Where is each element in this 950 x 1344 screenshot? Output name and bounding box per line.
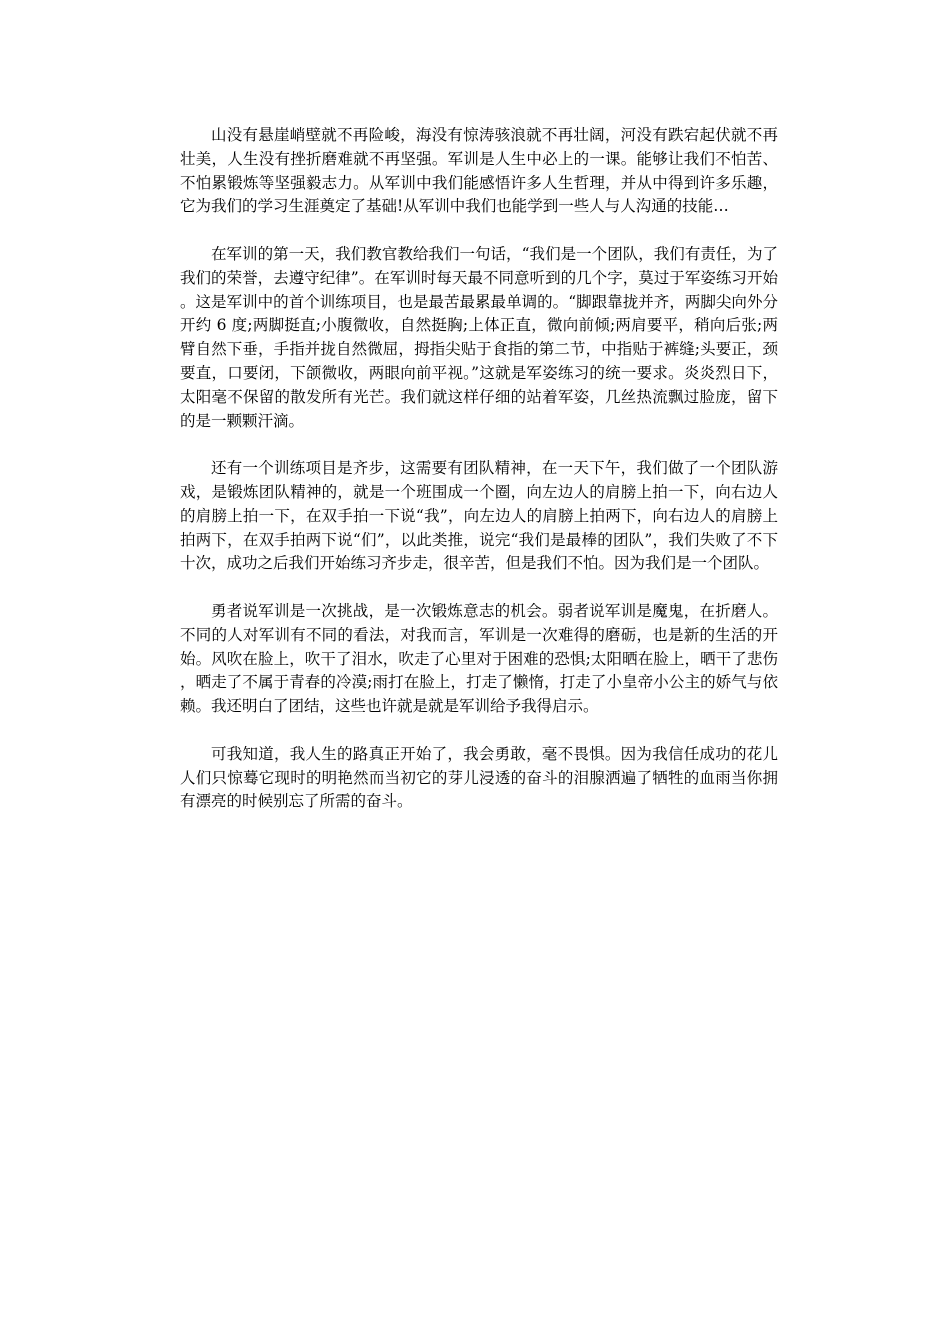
paragraph-team-march: 还有一个训练项目是齐步，这需要有团队精神，在一天下午，我们做了一个团队游戏，是锻炼团队精神的，就是一个班围成一个圈，向左边人的肩膀上拍一下，向右边人的肩膀上拍一下，在双手拍一下说“我”，向左边人的肩膀上拍两下，向右边人的肩膀上拍两下，在双手拍两下说“们”，以此类推，说完“我们是最棒的团队”，我们失败了不下十次，成功之后我们开始练习齐步走，很辛苦，但是我们不怕。因为我们是一个团队。 xyxy=(180,459,778,573)
paragraph-conclusion: 可我知道，我人生的路真正开始了，我会勇敢，毫不畏惧。因为我信任成功的花儿人们只惊蓦它现时的明艳然而当初它的芽儿浸透的奋斗的泪腺洒遍了牺牲的血雨当你拥有漂亮的时候别忘了所需的奋斗。 xyxy=(180,744,778,811)
paragraph-challenge: 勇者说军训是一次挑战，是一次锻炼意志的机会。弱者说军训是魔鬼，在折磨人。不同的人对军训有不同的看法，对我而言，军训是一次难得的磨砺，也是新的生活的开始。风吹在脸上，吹干了泪水，吹走了心里对于困难的恐惧;太阳晒在脸上，晒干了悲伤，晒走了不属于青春的冷漠;雨打在脸上，打走了懒惰，打走了小皇帝小公主的娇气与依赖。我还明白了团结，这些也许就是就是军训给予我得启示。 xyxy=(180,601,778,716)
paragraph-military-posture: 在军训的第一天，我们教官教给我们一句话，“我们是一个团队，我们有责任，为了我们的荣誉，去遵守纪律”。在军训时每天最不同意听到的几个字，莫过于军姿练习开始。这是军训中的首个训练项目，也是最苦最累最单调的。“脚跟靠拢并齐，两脚尖向外分开约 6 度;两脚挺直;小腹微收，自然挺胸;上体正直，微向前倾;两肩要平，稍向后张;两臂自然下垂，手指并拢自然微屈，拇指尖贴于食指的第二节，中指贴于裤缝;头要正，颈要直，口要闭，下颌微收，两眼向前平视。”这就是军姿练习的统一要求。炎炎烈日下，太阳毫不保留的散发所有光芒。我们就这样仔细的站着军姿，几丝热流飘过脸庞，留下的是一颗颗汗滴。 xyxy=(180,244,778,430)
document-body xyxy=(180,124,778,838)
paragraph-intro: 山没有悬崖峭壁就不再险峻，海没有惊涛骇浪就不再壮阔，河没有跌宕起伏就不再壮美，人生没有挫折磨难就不再坚强。军训是人生中必上的一课。能够让我们不怕苦、不怕累锻炼等坚强毅志力。从军训中我们能感悟许多人生哲理，并从中得到许多乐趣，它为我们的学习生涯奠定了基础!从军训中我们也能学到一些人与人沟通的技能… xyxy=(180,126,778,216)
